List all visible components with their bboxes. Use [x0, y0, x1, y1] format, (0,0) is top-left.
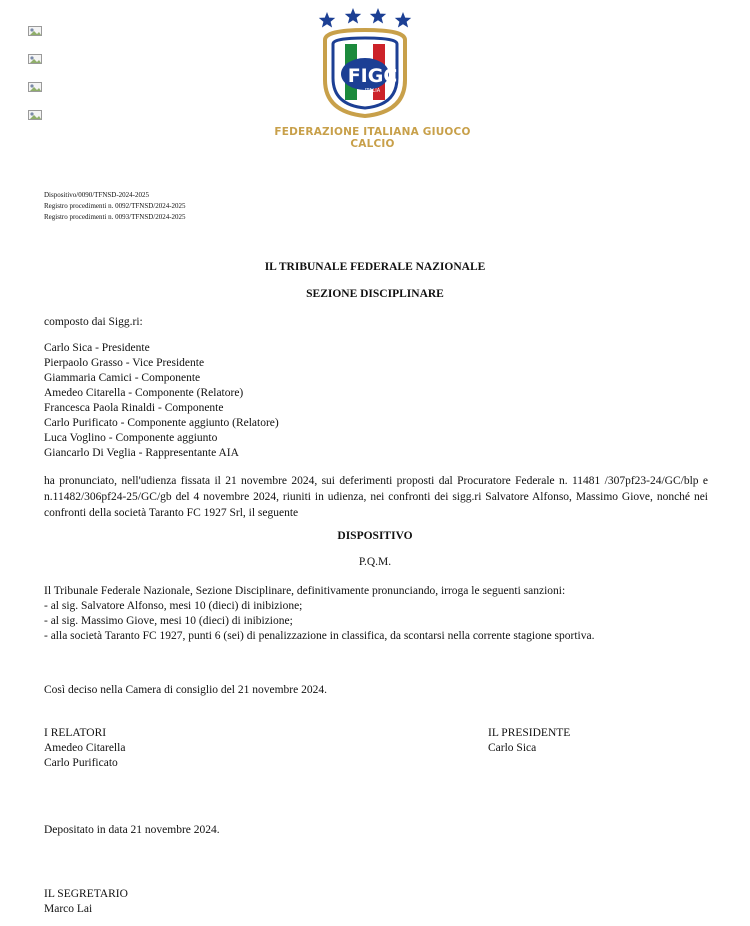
member-item: Carlo Sica - Presidente	[44, 342, 150, 354]
side-icons	[28, 26, 42, 138]
tribunal-title: IL TRIBUNALE FEDERALE NAZIONALE	[264, 261, 486, 273]
star-icon	[395, 12, 411, 28]
rapporteurs-block	[44, 726, 125, 771]
secretary-name: Marco Lai	[44, 903, 93, 915]
rapporteur-name: Amedeo Citarella	[44, 742, 126, 754]
decided-statement: Così deciso nella Camera di consiglio del 21 novembre 2024.	[44, 684, 327, 696]
deposited-statement: Depositato in data 21 novembre 2024.	[44, 824, 220, 836]
pronouncement-paragraph: ha pronunciato, nell'udienza fissata il 21 novembre 2024, sui deferimenti proposti dal Procuratore Federale n. 11481 /307pf23-24/GC/blp e n.11482/306pf24-25/GC/gb del 4 novembre 2024, riuniti in udienza, nei confronti dei sigg.ri Salvatore Alfonso, Massimo Giove, nonché nei confronti della società Taranto FC 1927 Srl, il seguente	[44, 475, 708, 519]
section-title: SEZIONE DISCIPLINARE	[306, 288, 444, 300]
president-block	[488, 726, 570, 756]
star-icon	[319, 12, 335, 28]
broken-image-icon	[28, 26, 42, 36]
member-item: Carlo Purificato - Componente aggiunto (Relatore)	[44, 417, 279, 429]
rapporteurs-title: I RELATORI	[44, 727, 107, 739]
member-item: Luca Voglino - Componente aggiunto	[44, 432, 218, 444]
figc-logo	[255, 8, 490, 150]
reference-line: Dispositivo/0090/TFNSD-2024-2025	[44, 191, 150, 199]
dispositivo-title: DISPOSITIVO	[337, 530, 413, 542]
star-icon	[345, 8, 361, 24]
sanction-item: - alla società Taranto FC 1927, punti 6 (sei) di penalizzazione in classifica, da scontarsi nella corrente stagione sportiva.	[44, 630, 595, 642]
members-list	[44, 341, 279, 461]
president-title: IL PRESIDENTE	[488, 727, 571, 739]
logo-subtext: ITALIA	[364, 88, 381, 94]
sanctions-intro: Il Tribunale Federale Nazionale, Sezione Disciplinare, definitivamente pronunciando, irroga le seguenti sanzioni:	[44, 585, 566, 597]
member-item: Giammaria Camici - Componente	[44, 372, 201, 384]
reference-line: Registro procedimenti n. 0092/TFNSD/2024-2025	[44, 202, 186, 210]
star-icon	[370, 8, 386, 24]
logo-text: FIGC	[347, 65, 398, 87]
member-item: Amedeo Citarella - Componente (Relatore)	[44, 387, 244, 399]
sanction-item: - al sig. Massimo Giove, mesi 10 (dieci) di inibizione;	[44, 615, 293, 627]
member-item: Pierpaolo Grasso - Vice Presidente	[44, 357, 205, 369]
federation-name: FEDERAZIONE ITALIANA GIUOCO CALCIO	[274, 126, 471, 150]
pqm: P.Q.M.	[358, 556, 392, 568]
reference-line: Registro procedimenti n. 0093/TFNSD/2024-2025	[44, 213, 186, 221]
broken-image-icon	[28, 110, 42, 120]
sanction-item: - al sig. Salvatore Alfonso, mesi 10 (dieci) di inibizione;	[44, 600, 303, 612]
composed-by: composto dai Sigg.ri:	[44, 316, 143, 328]
broken-image-icon	[28, 82, 42, 92]
rapporteur-name: Carlo Purificato	[44, 757, 118, 769]
member-item: Francesca Paola Rinaldi - Componente	[44, 402, 224, 414]
sanctions-block	[44, 584, 594, 644]
member-item: Giancarlo Di Veglia - Rappresentante AIA	[44, 447, 239, 459]
reference-numbers	[44, 190, 186, 223]
secretary-title: IL SEGRETARIO	[44, 888, 128, 900]
broken-image-icon	[28, 54, 42, 64]
secretary-block	[44, 887, 128, 917]
president-name: Carlo Sica	[488, 742, 537, 754]
